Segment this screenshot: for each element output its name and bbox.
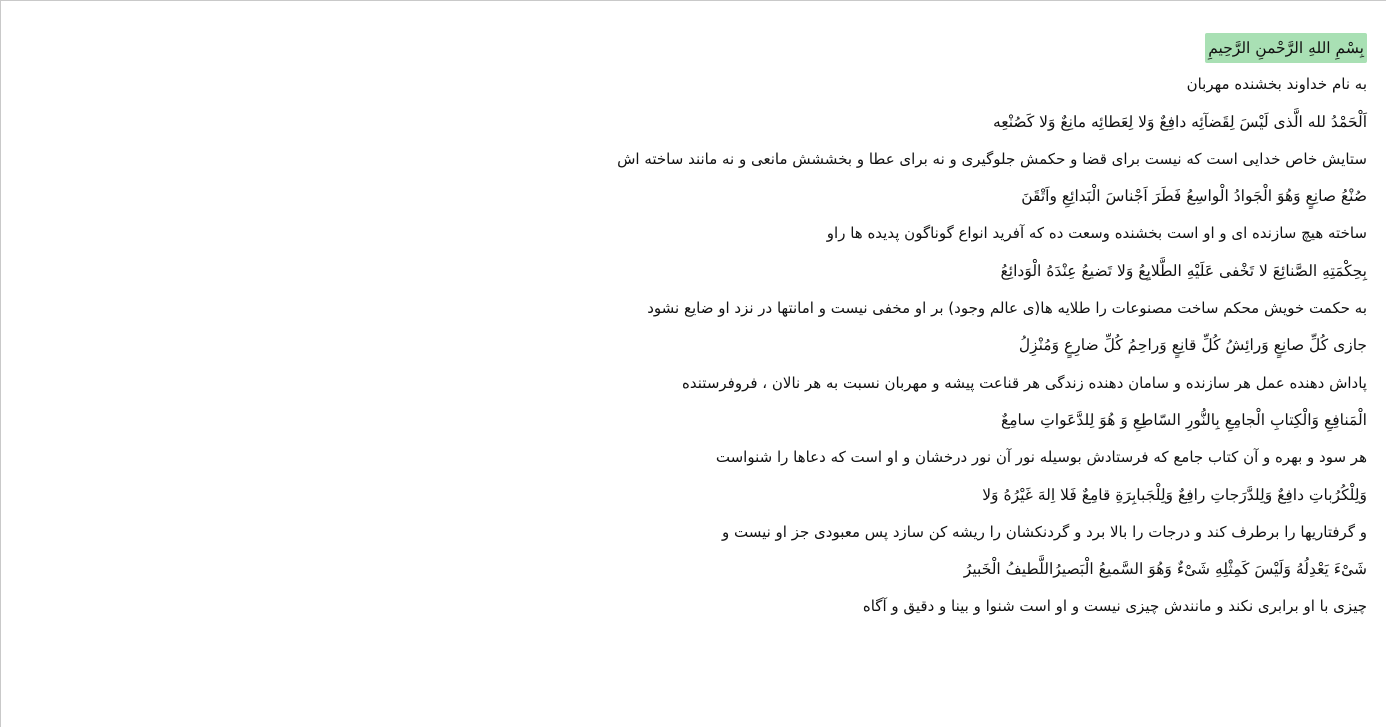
line-text[interactable]: اَلْحَمْدُ لله الَّذى لَيْسَ لِقَضآئِه دافِعٌ وَلا لِعَطائِه مانِعٌ وَلا كَصُنْعِه	[992, 112, 1367, 131]
line-text[interactable]: الْمَنافِعِ وَالْكِتابِ الْجامِعِ بِالنُّورِ السّاطِعِ وَ هُوَ لِلدَّعَواتِ سامِعٌ	[1000, 410, 1367, 429]
arabic-text-line	[27, 331, 1367, 368]
line-text[interactable]: ستایش خاص خدایی است که نیست برای قضا و حکمش جلوگیری و نه برای عطا و بخششش مانعی و نه مانند ساخته اش	[617, 149, 1367, 168]
line-text[interactable]: و گرفتاریها را برطرف کند و درجات را بالا برد و گردنکشان را ریشه کن سازد پس معبودی جز او نیست و	[721, 522, 1367, 541]
persian-translation-line	[27, 443, 1367, 480]
line-text[interactable]: چیزی با او برابری نکند و مانندش چیزی نیست و او است شنوا و بینا و دقیق و آگاه	[862, 597, 1367, 616]
persian-translation-line	[27, 145, 1367, 182]
line-text[interactable]: بِحِكْمَتِهِ الصَّنائِعَ لا تَخْفى عَلَيْهِ الطَّلايِعُ وَلا تَضيعُ عِنْدَهُ الْوَدائِعُ	[1000, 261, 1367, 280]
arabic-text-line	[27, 406, 1367, 443]
line-text[interactable]: به حکمت خویش محکم ساخت مصنوعات را طلایه ها(ی عالم وجود) بر او مخفی نیست و امانتها در نزد او ضایع نشود	[647, 299, 1367, 318]
highlighted-text[interactable]: بِسْمِ اللهِ الرَّحْمنِ الرَّحِيمِ	[1205, 33, 1367, 63]
arabic-text-line	[27, 33, 1367, 70]
arabic-text-line	[27, 182, 1367, 219]
line-text[interactable]: وَلِلْكُرُباتِ دافِعٌ وَلِلدَّرَجاتِ رافِعٌ وَلِلْجَبابِرَةِ قامِعٌ فَلا اِلهَ غَيْرُهُ وَلا	[982, 485, 1367, 504]
persian-translation-line	[27, 219, 1367, 256]
arabic-text-line	[27, 257, 1367, 294]
persian-translation-line	[27, 294, 1367, 331]
arabic-text-line	[27, 555, 1367, 592]
line-text[interactable]: پاداش دهنده عمل هر سازنده و سامان دهنده زندگی هر قناعت پیشه و مهربان نسبت به هر نالان ، فروفرستنده	[682, 373, 1367, 392]
persian-translation-line	[27, 518, 1367, 555]
line-text[interactable]: جازى كُلِّ صانِعٍ وَرائِشُ كُلِّ قانِعٍ وَراحِمُ كُلِّ ضارِعٍ وَمُنْزِلُ	[1018, 336, 1367, 355]
arabic-text-line	[27, 481, 1367, 518]
line-text[interactable]: ساخته هیچ سازنده ای و او است بخشنده وسعت ده که آفرید انواع گوناگون پدیده ها راو	[826, 224, 1367, 243]
line-text[interactable]: شَىْءَ يَعْدِلُهُ وَلَيْسَ كَمِثْلِهِ شَىْءٌ وَهُوَ السَّميعُ الْبَصيرُاللَّطيفُ الْخَبيرُ	[963, 560, 1367, 579]
line-text[interactable]: صُنْعُ صانِعٍ وَهُوَ الْجَوادُ الْواسِعُ فَطَرَ اَجْناسَ الْبَدائِعِ واَتْقَنَ	[1021, 187, 1367, 206]
persian-translation-line	[27, 70, 1367, 107]
persian-translation-line	[27, 369, 1367, 406]
arabic-text-line	[27, 108, 1367, 145]
line-text[interactable]: هر سود و بهره و آن کتاب جامع که فرستادش بوسیله نور آن نور درخشان و او است که دعاها را شنواست	[715, 448, 1367, 467]
line-text[interactable]: به نام خداوند بخشنده مهربان	[1186, 75, 1367, 94]
persian-translation-line	[27, 592, 1367, 629]
document-body	[27, 33, 1367, 630]
